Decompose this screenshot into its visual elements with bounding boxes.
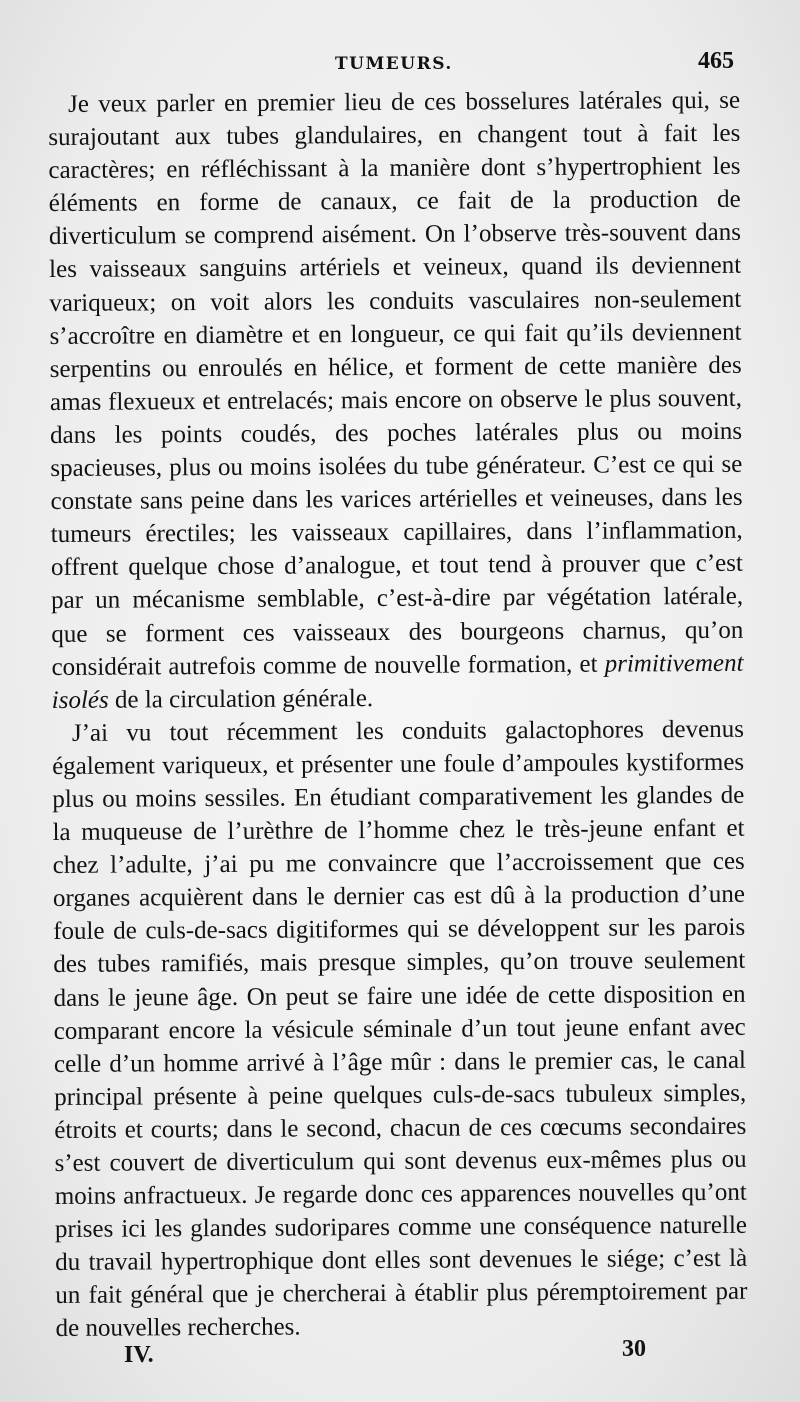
running-title: TUMEURS. bbox=[335, 54, 453, 74]
italic-phrase: primitivement isolés bbox=[51, 649, 744, 714]
page-footer bbox=[0, 1336, 800, 1376]
body-text bbox=[48, 84, 748, 1346]
page-number: 465 bbox=[698, 48, 734, 74]
sheet-number: 30 bbox=[622, 1336, 646, 1362]
paragraph-1-text: Je veux parler en premier lieu de ces bosselures latérales qui, se surajoutant aux tubes glandulaires, en changent tout à fait les caractères; en réfléchissant à la manière dont s’hypertrophient les éléments en forme de canaux, ce fait de la production de diverticulum se comprend aisément. On l’observe très-souvent dans les vaisseaux sanguins artériels et veineux, quand ils deviennent variqueux; on voit alors les conduits vasculaires non-seulement s’accroître en diamètre et en longueur, ce qui fait qu’ils deviennent serpentins ou enroulés en hélice, et forment de cette manière des amas flexueux et entrelacés; mais encore on observe le plus souvent, dans les points coudés, des poches latérales plus ou moins spacieuses, plus ou moins isolées du tube générateur. C’est ce qui se constate sans peine dans les varices artérielles et veineuses, dans les tumeurs érectiles; les vaisseaux capillaires, dans l’inflammation, offrent quelque chose d’analogue, et tout tend à prouver que c’est par un mécanisme semblable, c’est-à-dire par végétation latérale, que se forment ces vaisseaux des bourgeons charnus, qu’on considérait autrefois comme de nouvelle formation, et bbox=[48, 86, 744, 681]
paragraph-2: J’ai vu tout récemment les conduits galactophores devenus également variqueux, et présenter une foule d’ampoules kystiformes plus ou moins sessiles. En étudiant comparativement les glandes de la muqueuse de l’urèthre de l’homme chez le très-jeune enfant et chez l’adulte, j’ai pu me convaincre que l’accroissement que ces organes acquièrent dans le dernier cas est dû à la production d’une foule de culs-de-sacs digitiformes qui se développent sur les parois des tubes ramifiés, mais presque simples, qu’on trouve seulement dans le jeune âge. On peut se faire une idée de cette disposition en comparant encore la vésicule séminale d’un tout jeune enfant avec celle d’un homme arrivé à l’âge mûr : dans le premier cas, le canal principal présente à peine quelques culs-de-sacs tubuleux simples, étroits et courts; dans le second, chacun de ces cœcums secondaires s’est couvert de diverticulum qui sont devenus eux-mêmes plus ou moins anfractueux. Je regarde donc ces apparences nouvelles qu’ont prises ici les glandes sudoripares comme une conséquence naturelle du travail hypertrophique dont elles sont devenues le siége; c’est là un fait général que je chercherai à établir plus péremptoirement par de nouvelles recherches. bbox=[52, 715, 748, 1343]
paragraph-1 bbox=[48, 84, 744, 717]
page-header bbox=[0, 50, 800, 82]
signature-mark: IV. bbox=[124, 1342, 154, 1368]
paragraph-1-ending: de la circulation générale. bbox=[114, 684, 374, 714]
